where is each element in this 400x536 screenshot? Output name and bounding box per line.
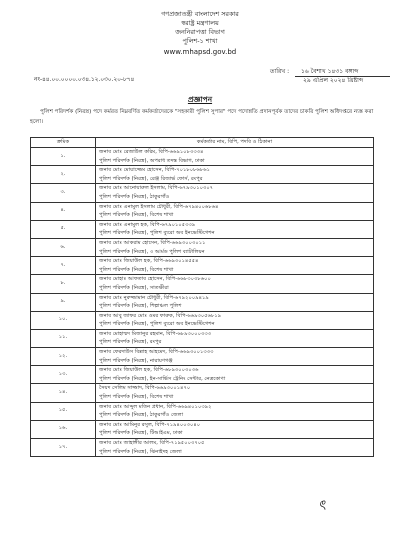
serial-cell: ৯. — [31, 293, 96, 311]
officer-name-bp: জনাব মোঃ আমিনুর রসুল, বিপি-৭১৯৪০০৩০৪০ — [99, 421, 201, 428]
officer-info-cell — [96, 366, 374, 384]
officer-name-bp: জনাব ফেরদাউস বিল্লাহ আহমেদ, বিপি-৬৬৯৩০০১৩৩৩ — [99, 349, 214, 356]
serial-header: ক্রমিক — [31, 138, 96, 148]
table-header-row — [31, 138, 374, 148]
table-row — [31, 184, 374, 202]
serial-cell: ১১. — [31, 329, 96, 347]
officer-info-cell — [96, 293, 374, 311]
serial-cell: ১৪. — [31, 384, 96, 402]
table-row — [31, 257, 374, 275]
officer-info-cell — [96, 238, 374, 256]
officer-info-cell — [96, 184, 374, 202]
officer-info-cell — [96, 166, 374, 184]
officer-info-cell — [96, 348, 374, 366]
officer-name-bp: জনাব মোঃ মোয়াজ্জেম হোসেন, বিপি-৭০১৮০৮৬৮৬১ — [99, 167, 210, 174]
table-row — [31, 420, 374, 438]
date-label: তারিখ : — [270, 68, 290, 75]
officer-posting: পুলিশ পরিদর্শক (নিরস্ত্র), পুলিশ ব্যুরো অব ইনভেস্টিগেশন — [99, 230, 215, 237]
date-english: ২৯ এপ্রিল ২০২৪ খ্রিষ্টাব্দ — [303, 77, 364, 84]
serial-cell: ১০. — [31, 311, 96, 329]
officer-posting: পুলিশ পরিদর্শক (নিরস্ত্র), বিশেষ শাখা — [99, 266, 174, 273]
officer-posting: পুলিশ পরিদর্শক (নিরস্ত্র), বিশেষ শাখা — [99, 212, 174, 219]
serial-cell: ১৭. — [31, 439, 96, 457]
officer-name-bp: সৈয়দ সেলিম সাজ্জাদ, বিপি-৬৬৯৩০০১৪৭০ — [99, 385, 191, 392]
officer-name-bp: জনাব মোঃ নুরুজ্জামান চৌধুরী, বিপি-৬৭৯২০০৯৪১৯ — [99, 294, 209, 301]
website-link[interactable]: www.mhapsd.gov.bd — [163, 48, 237, 56]
officer-posting: পুলিশ পরিদর্শক (নিরস্ত্র), রেঞ্জ রিজার্ভ ফোর্স, রংপুর — [99, 175, 203, 182]
table-row — [31, 402, 374, 420]
table-row — [31, 202, 374, 220]
officer-info-cell — [96, 329, 374, 347]
table-row — [31, 384, 374, 402]
serial-cell: ৫. — [31, 220, 96, 238]
officer-info-cell — [96, 384, 374, 402]
officer-posting: পুলিশ পরিদর্শক (নিরস্ত্র), ঠাকুরগাঁও জেলা — [99, 412, 184, 419]
officer-info-cell — [96, 420, 374, 438]
serial-cell: ৪. — [31, 202, 96, 220]
officer-posting: পুলিশ পরিদর্শক (নিরস্ত্র), টিআইএম, ঢাকা — [99, 430, 183, 437]
officer-name-bp: জনাব মোঃ এনামুল হক, বিপি-৬৭৯০১০৫৩৩৯ — [99, 221, 196, 228]
officer-info-header: কর্মকর্তার নাম, বিপি, পদবি ও ঠিকানা — [96, 138, 374, 148]
serial-cell: ১৩. — [31, 366, 96, 384]
serial-cell: ১. — [31, 148, 96, 166]
table-row — [31, 166, 374, 184]
officer-posting: পুলিশ পরিদর্শক (নিরস্ত্র), রংপুর — [99, 339, 162, 346]
section-name: পুলিশ-১ শাখা — [182, 37, 218, 45]
memo-number: নং-৪৪.০০.০০০০.০৩৪.১২.০৩০.২০-৮৭৪ — [34, 77, 135, 83]
officer-info-cell — [96, 311, 374, 329]
officer-info-cell — [96, 439, 374, 457]
officer-posting: পুলিশ পরিদর্শক (নিরস্ত্র), শিল্পাঞ্চল পুলিশ — [99, 303, 182, 310]
table-row — [31, 275, 374, 293]
division-name: জননিরাপত্তা বিভাগ — [175, 28, 225, 36]
officer-posting: পুলিশ পরিদর্শক (নিরস্ত্র), ঝিনাইদহ জেলা — [99, 448, 182, 455]
table-row — [31, 348, 374, 366]
officer-name-bp: জনাব মোহাঃ আফতাব হোসেন, বিপি-৬৬৮৩০৩৮৬০০ — [99, 276, 211, 283]
notice-title: প্রজ্ঞাপন — [187, 95, 213, 104]
officer-posting: পুলিশ পরিদর্শক (নিরস্ত্র), পুলিশ ব্যুরো অব ইনভেস্টিগেশন — [99, 321, 215, 328]
officer-name-bp: জনাব মোঃ জাহাঙ্গীর আলম, বিপি-৭১৯৫০০৩৭০৫ — [99, 440, 205, 446]
gov-name: গণপ্রজাতন্ত্রী বাংলাদেশ সরকার — [161, 10, 239, 18]
table-row — [31, 366, 374, 384]
officer-info-cell — [96, 202, 374, 220]
ministry-name: স্বরাষ্ট্র মন্ত্রণালয় — [181, 19, 219, 27]
date-divider — [295, 76, 390, 77]
officer-posting: পুলিশ পরিদর্শক (নিরস্ত্র), বিশেষ শাখা — [99, 394, 174, 401]
serial-cell: ১৫. — [31, 402, 96, 420]
table-row — [31, 293, 374, 311]
officer-info-cell — [96, 275, 374, 293]
table-row — [31, 311, 374, 329]
serial-cell: ৬. — [31, 238, 96, 256]
officer-posting: পুলিশ পরিদর্শক (নিরস্ত্র), নারায়ণগঞ্জ — [99, 357, 173, 364]
officer-posting: পুলিশ পরিদর্শক (নিরস্ত্র), ৩ আর্মড পুলিশ ব্যাটালিয়ন — [99, 248, 205, 255]
officer-info-cell — [96, 148, 374, 166]
date-block — [270, 67, 363, 85]
officer-name-bp: জনাব মোহাম্মদ মিজানুর রহমান, বিপি-৬৮৯৩০০০৩৩৩ — [99, 330, 212, 337]
officer-table — [30, 137, 374, 457]
table-row — [31, 329, 374, 347]
officer-name-bp: জনাব মোঃ আনোয়ারুল ইসলাম, বিপি-৬৭৯৩০১০৩০৭ — [99, 185, 214, 192]
officer-name-bp: জনাব মোঃ জিয়াউল হক, বিপি-৬৮৯৩০০৩০৩৬ — [99, 367, 199, 374]
serial-cell: ৮. — [31, 275, 96, 293]
officer-info-cell — [96, 220, 374, 238]
officer-posting: পুলিশ পরিদর্শক (নিরস্ত্র), ইন-সার্ভিস ট্রেনিং সেন্টার, নেত্রকোণা — [99, 375, 226, 382]
officer-name-bp: জনাব মোঃ এনামুল ইসলাম চৌধুরী, বিপি-৬৭৯৪০০৬৮৬৪ — [99, 203, 219, 210]
officer-info-cell — [96, 257, 374, 275]
table-row — [31, 439, 374, 457]
officer-name-bp: জনাব মোঃ রেজাউল করিম, বিপি-৬৬৯১০৮৩৩৩৪ — [99, 149, 204, 155]
serial-cell: ১৬. — [31, 420, 96, 438]
table-row — [31, 148, 374, 166]
officer-posting: পুলিশ পরিদর্শক (নিরস্ত্র), অপরাধ তদন্ত বিভাগ, ঢাকা — [99, 157, 205, 164]
serial-cell: ৭. — [31, 257, 96, 275]
officer-name-bp: জনাব মোঃ আকরাম হোসেন, বিপি-৬৬৯৩০০৩০১১ — [99, 239, 206, 246]
serial-cell: ২. — [31, 166, 96, 184]
signature: ৎ — [317, 497, 327, 515]
serial-cell: ১২. — [31, 348, 96, 366]
officer-info-cell — [96, 402, 374, 420]
officer-posting: পুলিশ পরিদর্শক (নিরস্ত্র), সাতক্ষীরা — [99, 284, 169, 291]
officer-name-bp: জনাব আবু জাফর মোঃ ওমর ফারুক, বিপি-৬৬৯৩০৫৬৮১৯ — [99, 312, 222, 319]
serial-cell: ৩. — [31, 184, 96, 202]
officer-posting: পুলিশ পরিদর্শক (নিরস্ত্র), ঠাকুরগাঁও — [99, 193, 170, 200]
table-row — [31, 238, 374, 256]
officer-name-bp: জনাব মোঃ জিয়াউল হক, বিপি-৬৬৯৩০১৪৫৫৪ — [99, 258, 199, 265]
officer-name-bp: জনাব মোঃ আব্দুল মতিন প্রধান, বিপি-৬৬৯৪০১০৩৯২ — [99, 403, 212, 410]
notice-intro: পুলিশ পরিদর্শক (নিরস্ত্র) পদে কর্মরত নিম্নবর্ণিত কর্মকর্তাদেরকে "সহকারী পুলিশ সুপার" পদে পদোন্নতি প্রদানপূর্বক তাদের চাকরি পুলিশ অধিদপ্তরে ন্যস্ত করা হলো। — [30, 109, 374, 125]
date-bangla: ১৬ বৈশাখ ১৪৩১ বঙ্গাব্দ — [300, 68, 359, 75]
table-row — [31, 220, 374, 238]
